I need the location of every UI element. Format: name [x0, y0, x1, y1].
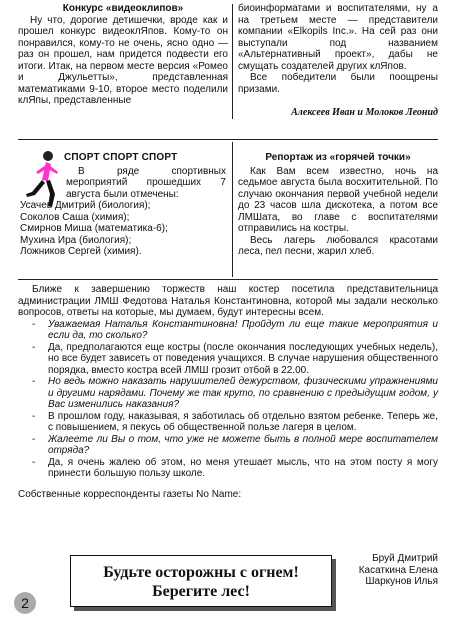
dash-marker: -: [32, 376, 36, 387]
answer-text: В прошлом году, наказывая, я заботилась об отдельно взятом ребенке. Теперь же, с повышением, я пекусь об общественной пользе лагеря в целом.: [48, 410, 438, 433]
contest-article: [18, 3, 228, 107]
answer-text: Да, предполагаются еще костры (после окончания последующих учебных недель), но все будет зависеть от поведения учащихся. В случае нарушения общественного порядка, вместо костра всей ЛМШ грозит отбой в 22.00.: [48, 341, 438, 376]
interview-list: [18, 319, 438, 480]
dash-marker: -: [32, 341, 36, 353]
column-divider-top: [232, 4, 233, 119]
contest-title: Конкурс «видеоклипов»: [62, 3, 184, 14]
author-name: Бруй Дмитрий: [372, 553, 438, 564]
dash-marker: -: [32, 456, 36, 468]
interview-question: [18, 376, 438, 411]
middle-separator: [18, 279, 438, 280]
report-title: Репортаж из «горячей точки»: [265, 152, 411, 163]
dash-marker: -: [32, 433, 36, 445]
sport-article: [66, 152, 226, 200]
list-item: Смирнов Миша (математика-6);: [20, 223, 168, 234]
warning-line: Будьте осторожны с огнем!: [103, 564, 299, 581]
question-text: Но ведь можно наказать нарушителей дежурством, физическими упражнениями и другими нарядами. Почему же так круто, по сравнению с предыдущим годом, у Вас изменились наказания?: [48, 376, 438, 410]
contest-signature: Алексеев Иван и Молоков Леонид: [291, 107, 438, 118]
list-item: Мухина Ира (биология);: [20, 234, 132, 246]
interview-answer: [18, 342, 438, 377]
authors: [348, 553, 438, 588]
question-text: Жалеете ли Вы о том, что уже не можете быть в полной мере воспитателем отряда?: [48, 433, 438, 456]
page-number-badge: 2: [14, 592, 36, 614]
contest-continued-text: биоинформатами и воспитателями, ну а на третьем месте — представители компании «Elkopils Inc.». На сей раз они выступали под названием «Альтернативный проект», дабы не смущать создателей других клЯпов.: [238, 3, 438, 72]
contest-winners: Все победители были поощрены призами.: [238, 72, 438, 95]
interview-answer: [18, 457, 438, 480]
author-name: Шаркунов Илья: [365, 576, 438, 587]
list-item: Усачев Дмитрий (биология);: [20, 200, 151, 211]
dash-marker: -: [32, 410, 36, 422]
list-item: Соколов Саша (химия);: [20, 211, 130, 223]
top-separator: [18, 139, 438, 140]
answer-text: Да, я очень жалею об этом, но меня утешает мысль, что на этом посту я могу принести большую пользу школе.: [48, 456, 438, 479]
dash-marker: -: [32, 318, 36, 330]
sport-title: СПОРТ СПОРТ СПОРТ: [64, 152, 178, 163]
sport-intro: В ряде спортивных мероприятий прошедших 7 августа были отмечены:: [66, 165, 226, 200]
contest-paragraph: Ну что, дорогие детишечки, вроде как и прошел конкурс видеоклЯпов. Кому-то он понравился, кому-то не очень, ясно одно — раз он прошел, нам придется подвести его итоги. Итак, на первом месте версия «Ромео и Джульетты», представленная математиками 9-10, второе место поделили клЯпы, представленные: [18, 14, 228, 106]
report-paragraph: Как Вам всем известно, ночь на седьмое августа была восхитительной. По случаю окончания первой учебной недели до 23 часов шла дискотека, а потом все ЛМШата, во главе с воспитателями отправились на костры.: [238, 165, 438, 234]
fire-warning-box: [70, 555, 332, 607]
interview-question: [18, 319, 438, 342]
column-divider-middle: [232, 142, 233, 277]
sport-list: [20, 200, 230, 258]
correspondents-label: Собственные корреспонденты газеты No Name:: [18, 488, 242, 500]
interview-question: [18, 434, 438, 457]
report-paragraph: Весь лагерь любовался красотами леса, пел песни, жарил хлеб.: [238, 234, 438, 257]
report-article: [238, 152, 438, 258]
author-name: Касаткина Елена: [358, 564, 438, 576]
contest-continued: [238, 3, 438, 95]
list-item: Ложников Сергей (химия).: [20, 246, 142, 257]
interview-intro: Ближе к завершению торжеств наш костер посетила представительница администрации ЛМШ Федотова Наталья Константиновна, которой мы задали несколько вопросов, ответы на которые, мы думаем, будут интересны всем.: [18, 284, 438, 318]
warning-line: Берегите лес!: [152, 583, 250, 600]
question-text: Уважаемая Наталья Константиновна! Пройдут ли еще такие мероприятия и если да, то сколько?: [48, 318, 438, 341]
interview-answer: [18, 411, 438, 434]
interview-article: [18, 284, 438, 500]
